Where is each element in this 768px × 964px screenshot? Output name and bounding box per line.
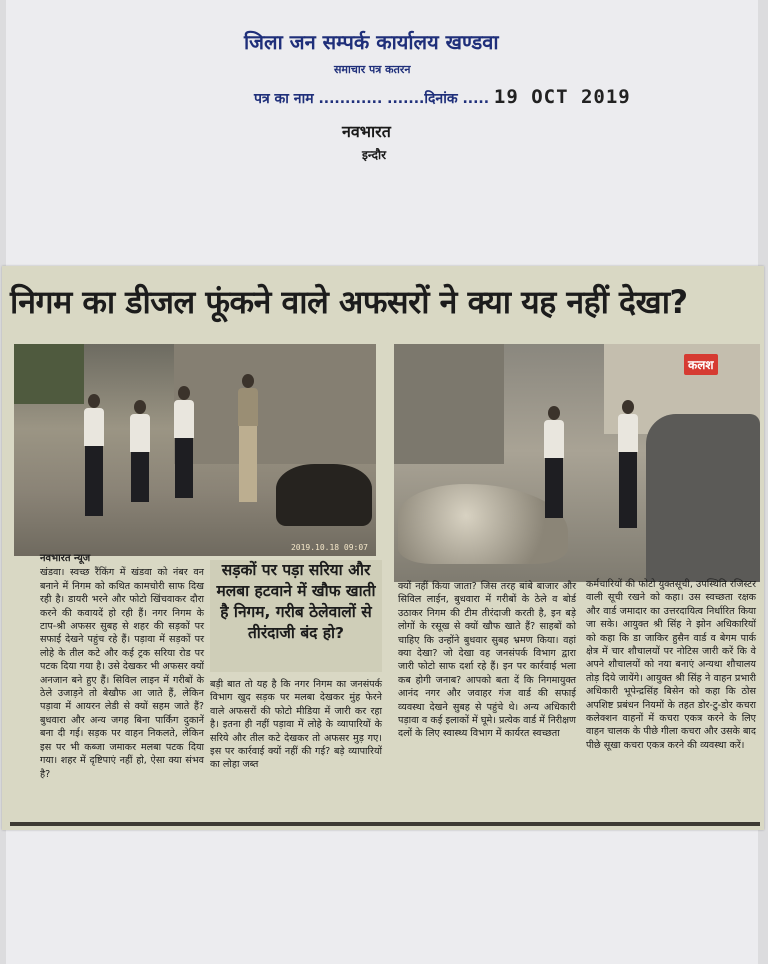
article-column-2 (210, 678, 382, 773)
newspaper-name: नवभारत (342, 122, 391, 141)
paper-label: पत्र का नाम ............ .......दिनांक ..... (254, 91, 490, 107)
photo-timestamp: 2019.10.18 09:07 (290, 543, 368, 552)
column-2-text: बड़ी बात तो यह है कि नगर निगम का जनसंपर्क विभाग खुद सड़क पर मलबा देखकर मुंह फेरने वाले अफसरों की फोटो मीडिया में जारी कर रहा है। इतना ही नहीं पड़ावा में लोहे के व्यापारियों के सरिये और तील कटे देखकर तो अफसर मुड़ गए। इस पर कार्रवाई क्यों नहीं की गई? बड़े व्यापारियों का लोहा जब्त (210, 679, 382, 771)
street-inspection-photo (14, 344, 376, 556)
newspaper-city: इन्दौर (362, 148, 386, 162)
trees (14, 344, 84, 404)
article-column-4 (586, 578, 756, 753)
building-wall (174, 344, 376, 464)
clipping-bottom-rule (10, 822, 760, 826)
motorcycle (276, 464, 372, 526)
column-1-text: खंडवा। स्वच्छ रैंकिंग में खंडवा को नंबर वन बनाने में निगम को कथित कामचोरी साफ दिख रही है। डायरी भरने और फोटो खिंचवाकर दौरा करने की कवायदें हो रही हैं। नगर निगम के टाप-श्री अफसर सुबह से शहर की सड़कों पर सफाई देखने पहुंच रहे हैं। पड़ावा में सड़कों पर लोहे के तील कटे और कई ट्रक सरिया रोड पर पटक दिया गया है। उसे देखकर भी अफसर क्यों अनजान बने हुए हैं। सिविल लाइन में गरीबों के ठेले उजाड़ने तो बेखौफ आ जाते हैं, लेकिन पड़ावा में आयरन लेडी से क्यों सहम जाते हैं? बुधवारा और अन्य जगह बिना पार्किंग दुकानें बना दी गई। सड़क पर वाहन निकलते, लेकिन इस पर भी कब्जा जमाकर मलबा पटक दिया गया। शहर में दृष्टिपाएं नहीं हो, ऐसा क्या संभव है? (40, 567, 204, 780)
article-column-3 (398, 580, 576, 742)
shop-signboard: कलश (684, 354, 718, 375)
column-3-text: क्यों नहीं किया जाता? जिस तरह बांबे बाजार और सिविल लाईन, बुधवारा में गरीबों के ठेले व बोर्ड उठाकर निगम की टीम तीरंदाजी करती है, इन बड़े लोगों के रसूख से क्यों खौफ खाते हैं? साहबों को चाहिए कि उन्होंने बुधवार सुबह भ्रमण किया। वहां क्या देखा? जो देखा वह जनसंपर्क विभाग द्वारा जारी फोटो साफ दर्शा रहे हैं। इन पर कार्रवाई भला कब होगी जनाब? आपको बता दें कि निगमायुक्त आनंद नगर और जवाहर गंज वार्ड की सफाई व्यवस्था देखने सुबह से पहुंचे थे। अन्य अधिकारी पड़ावा व कई इलाकों में घूमे। प्रत्येक वार्ड में निरीक्षण दलों के लिए स्वास्थ्य विभाग में कार्यरत स्वच्छता (398, 581, 576, 740)
parked-car (646, 414, 760, 582)
article-headline: निगम का डीजल फूंकने वाले अफसरों ने क्या यह नहीं देखा? (10, 283, 688, 321)
stamp-paper-date-line (254, 86, 631, 108)
newspaper-clipping (2, 266, 764, 830)
stamp-subtitle: समाचार पत्र कतरन (334, 63, 411, 76)
article-column-1 (40, 552, 204, 782)
rubble-street-photo (394, 344, 760, 582)
shuttered-shop (394, 344, 504, 464)
article-subheading: सड़कों पर पड़ा सरिया और मलबा हटवाने में खौफ खाती है निगम, गरीब ठेलेवालों से तीरंदाजी बंद हो? (210, 560, 382, 672)
rubble-pile (398, 484, 568, 564)
article-byline: नवभारत न्यूज (40, 553, 91, 564)
office-stamp-title: जिला जन सम्पर्क कार्यालय खण्डवा (244, 30, 499, 54)
clipping-date: 19 OCT 2019 (493, 86, 631, 108)
column-4-text: कर्मचारियों की फोटो युक्तसूची, उपस्थिति रजिस्टर वाली सूची रखने को कहा। उस स्वच्छता रक्षक और वार्ड जमादार का उत्तरदायित्व निर्धारित किया जा सके। आयुक्त श्री सिंह ने झोन अधिकारियों को कहा कि डा जाकिर हुसैन वार्ड व बेगम पार्क क्षेत्र में चार शौचालयों पर नोटिस जारी करें कि वे अपने शौचालयों को नया बनाएं अन्यथा शौचालय तोड़ दिये जायेंगे। आयुक्त श्री सिंह ने वाहन प्रभारी अधिकारी भूपेन्द्रसिंह बिसेन को कहा कि ठोस अपशिष्ट प्रबंधन नियमों के तहत डोर-टु-डोर कचरा कलेक्शन वाहनों में कचरा एकत्र करने के लिए वाहन चालक के पीछे गीला कचरा और उसके बाद पीछे सूखा कचरा एकत्र करने की व्यवस्था करें। (586, 579, 756, 751)
